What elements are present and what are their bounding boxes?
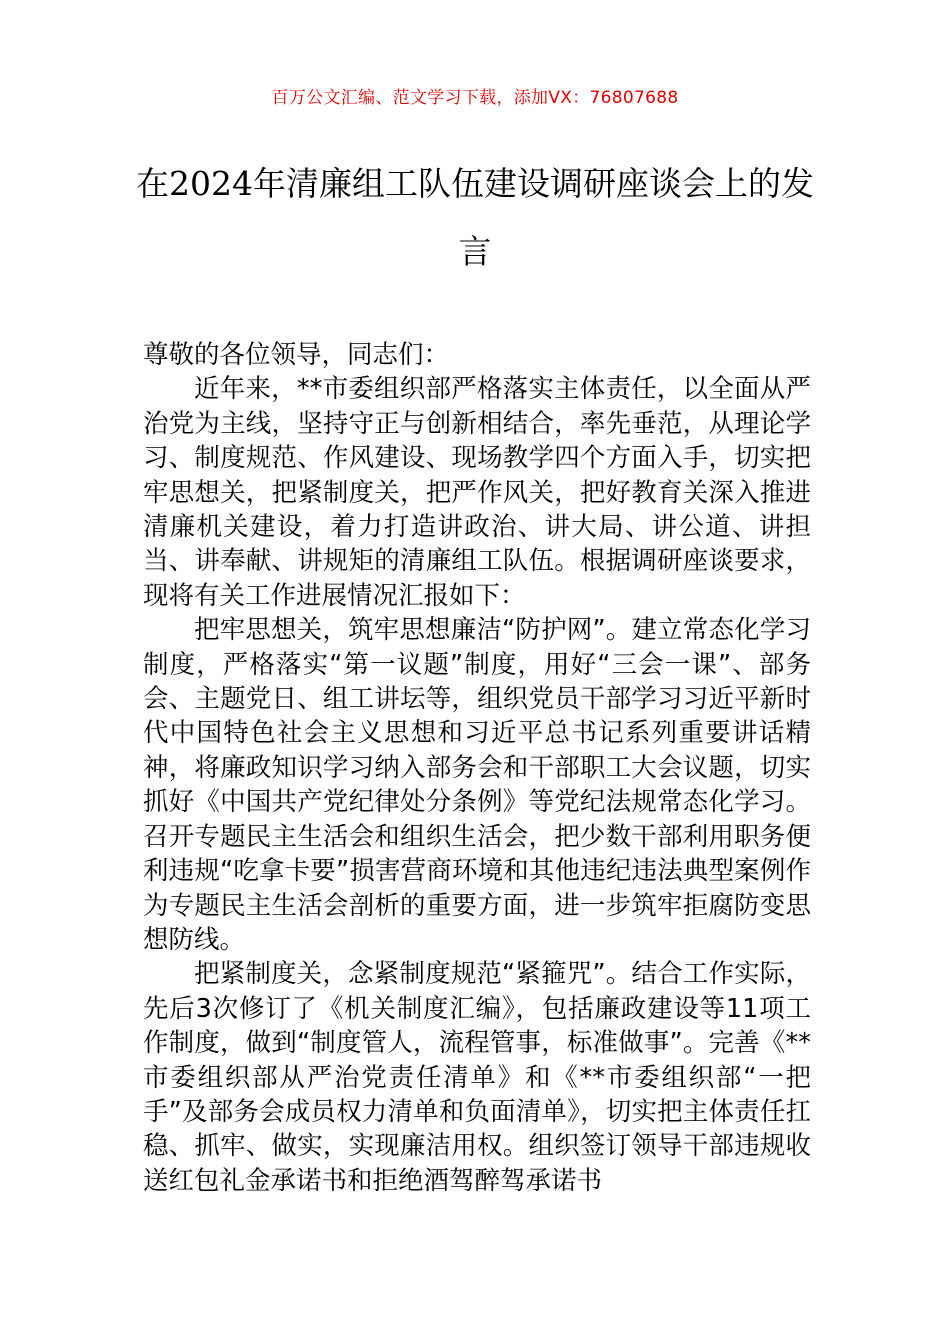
paragraph-thought: 把牢思想关，筑牢思想廉洁“防护网”。建立常态化学习制度，严格落实“第一议题”制度，用好“三会一课”、部务会、主题党日、组工讲坛等，组织党员干部学习习近平新时代中国特色社会主义思想和习近平总书记系列重要讲话精神，将廉政知识学习纳入部务会和干部职工大会议题，切实抓好《中国共产党纪律处分条例》等党纪法规常态化学习。召开专题民主生活会和组织生活会，把少数干部利用职务便利违规“吃拿卡要”损害营商环境和其他违纪违法典型案例作为专题民主生活会剖析的重要方面，进一步筑牢拒腐防变思想防线。 (143, 615, 811, 955)
paragraph-intro: 近年来，**市委组织部严格落实主体责任，以全面从严治党为主线，坚持守正与创新相结合，率先垂范，从理论学习、制度规范、作风建设、现场教学四个方面入手，切实把牢思想关，把紧制度关，把严作风关，把好教育关深入推进清廉机关建设，着力打造讲政治、讲大局、讲公道、讲担当、讲奉献、讲规矩的清廉组工队伍。根据调研座谈要求，现将有关工作进展情况汇报如下： (143, 374, 811, 611)
salutation: 尊敬的各位领导，同志们： (143, 340, 450, 370)
document-body (143, 338, 811, 1198)
header-note: 百万公文汇编、范文学习下载，添加VX：76807688 (271, 88, 679, 108)
document-title: 在2024年清廉组工队伍建设调研座谈会上的发言 (136, 164, 814, 271)
paragraph-system: 把紧制度关，念紧制度规范“紧箍咒”。结合工作实际，先后3次修订了《机关制度汇编》，包括廉政建设等11项工作制度，做到“制度管人，流程管事，标准做事”。完善《**市委组织部从严治党责任清单》和《**市委组织部“一把手”及部务会成员权力清单和负面清单》，切实把主体责任扛稳、抓牢、做实，实现廉洁用权。组织签订领导干部违规收送红包礼金承诺书和拒绝酒驾醉驾承诺书 (143, 959, 811, 1196)
